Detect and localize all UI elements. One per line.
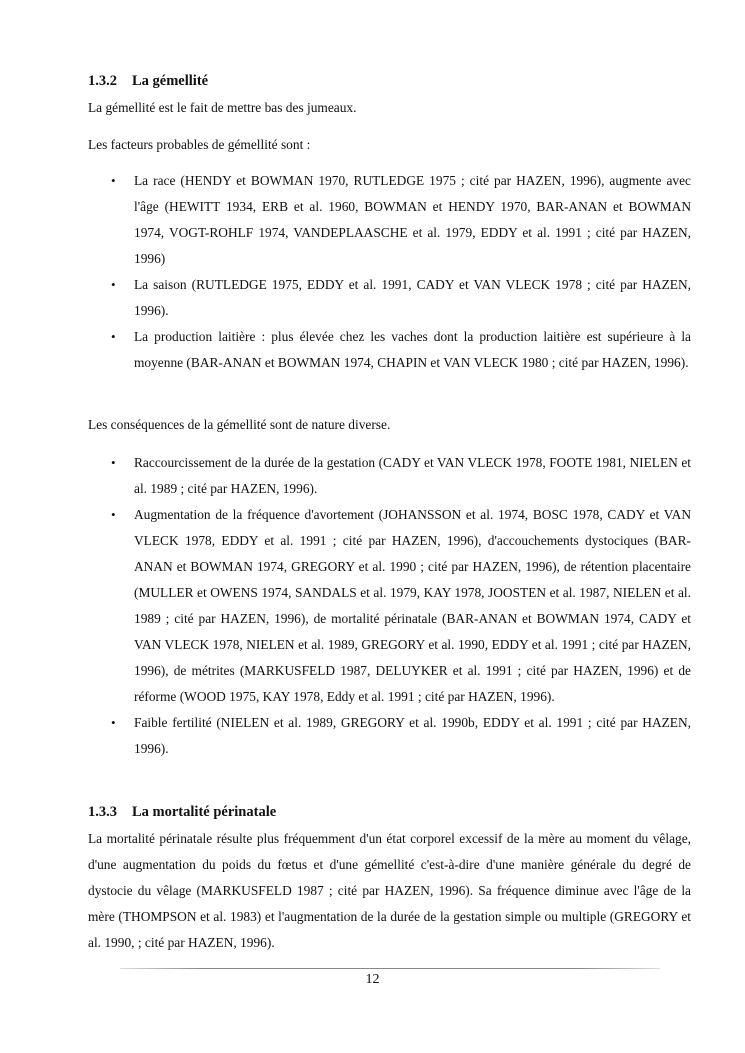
list-item-text: La saison (RUTLEDGE 1975, EDDY et al. 1991, CADY et VAN VLECK 1978 ; cité par HAZEN, 1996). xyxy=(134,277,691,318)
bullet-icon: • xyxy=(111,507,116,522)
list-item xyxy=(88,502,691,710)
list-item xyxy=(88,450,691,502)
section-heading-1-3-2 xyxy=(88,72,208,90)
list-item-text: Augmentation de la fréquence d'avortement (JOHANSSON et al. 1974, BOSC 1978, CADY et VAN VLECK 1978, EDDY et al. 1991 ; cité par HAZEN, 1996), d'accouchements dystociques (BAR-ANAN et BOWMAN 1974, GREGORY et al. 1990 ; cité par HAZEN, 1996), de rétention placentaire (MULLER et OWENS 1974, SANDALS et al. 1979, KAY 1978, JOOSTEN et al. 1987, NIELEN et al. 1989 ; cité par HAZEN, 1996), de mortalité périnatale (BAR-ANAN et BOWMAN 1974, CADY et VAN VLECK 1978, NIELEN et al. 1989, GREGORY et al. 1990, EDDY et al. 1991 ; cité par HAZEN, 1996), de métrites (MARKUSFELD 1987, DELUYKER et al. 1991 ; cité par HAZEN, 1996) et de réforme (WOOD 1975, KAY 1978, Eddy et al. 1991 ; cité par HAZEN, 1996). xyxy=(134,507,691,704)
factors-list xyxy=(88,168,691,376)
list-item xyxy=(88,710,691,762)
bullet-icon: • xyxy=(111,329,116,344)
list-item-text: La production laitière : plus élevée chez les vaches dont la production laitière est supérieure à la moyenne (BAR-ANAN et BOWMAN 1974, CHAPIN et VAN VLECK 1980 ; cité par HAZEN, 1996). xyxy=(134,329,691,370)
footer-divider xyxy=(120,968,660,969)
section-number: 1.3.2 xyxy=(88,73,117,89)
list-item-text: Faible fertilité (NIELEN et al. 1989, GREGORY et al. 1990b, EDDY et al. 1991 ; cité par HAZEN, 1996). xyxy=(134,715,691,756)
section-number: 1.3.3 xyxy=(88,804,117,820)
section-title: La gémellité xyxy=(132,73,209,89)
factors-intro-paragraph: Les facteurs probables de gémellité sont : xyxy=(88,137,311,152)
page-number: 12 xyxy=(365,972,380,987)
consequences-list xyxy=(88,450,691,762)
section-heading-1-3-3 xyxy=(88,803,276,821)
list-item xyxy=(88,168,691,272)
list-item-text: La race (HENDY et BOWMAN 1970, RUTLEDGE 1975 ; cité par HAZEN, 1996), augmente avec l'âge (HEWITT 1934, ERB et al. 1960, BOWMAN et HENDY 1970, BAR-ANAN et BOWMAN 1974, VOGT-ROHLF 1974, VANDEPLAASCHE et al. 1979, EDDY et al. 1991 ; cité par HAZEN, 1996) xyxy=(134,173,691,266)
section-title: La mortalité périnatale xyxy=(132,804,277,820)
list-item xyxy=(88,324,691,376)
bullet-icon: • xyxy=(111,455,116,470)
bullet-icon: • xyxy=(111,277,116,292)
mortality-paragraph: La mortalité périnatale résulte plus fréquemment d'un état corporel excessif de la mère au moment du vêlage, d'une augmentation du poids du fœtus et d'une gémellité c'est-à-dire d'une manière générale du degré de dystocie du vêlage (MARKUSFELD 1987 ; cité par HAZEN, 1996). Sa fréquence diminue avec l'âge de la mère (THOMPSON et al. 1983) et l'augmentation de la durée de la gestation simple ou multiple (GREGORY et al. 1990, ; cité par HAZEN, 1996). xyxy=(88,831,691,950)
bullet-icon: • xyxy=(111,715,116,730)
definition-paragraph: La gémellité est le fait de mettre bas des jumeaux. xyxy=(88,100,357,115)
list-item-text: Raccourcissement de la durée de la gestation (CADY et VAN VLECK 1978, FOOTE 1981, NIELEN et al. 1989 ; cité par HAZEN, 1996). xyxy=(134,455,691,496)
consequences-intro-paragraph: Les conséquences de la gémellité sont de nature diverse. xyxy=(88,417,391,432)
bullet-icon: • xyxy=(111,173,116,188)
list-item xyxy=(88,272,691,324)
